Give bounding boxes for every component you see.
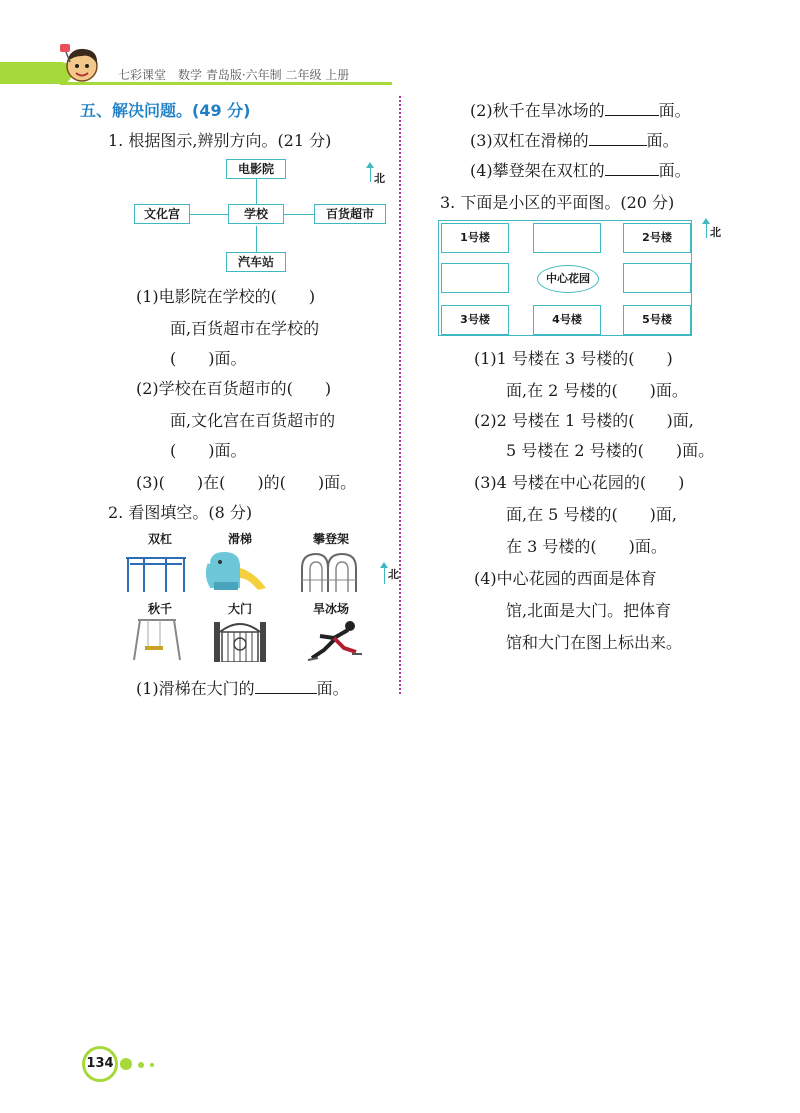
- q2-s3: [470, 128, 679, 151]
- label-gate: 大门: [227, 602, 252, 616]
- q3-s1-line1: (1)1 号楼在 3 号楼的( ): [474, 349, 673, 368]
- swing-icon: [130, 616, 184, 662]
- header-text: 七彩课堂 数学 青岛版·六年制 二年级 上册: [118, 68, 350, 82]
- box-cinema: 电影院: [226, 159, 286, 179]
- q2-title: 2. 看图填空。(8 分): [108, 503, 253, 522]
- q3-s4-line2: 馆,北面是大门。把体育: [506, 601, 672, 620]
- footer-dot-large: [120, 1058, 132, 1070]
- connector-bottom: [256, 226, 257, 252]
- q3-s4-line1: (4)中心花园的西面是体育: [474, 569, 657, 588]
- box-school: 学校: [228, 204, 284, 224]
- north-label-q3: 北: [710, 226, 721, 239]
- north-arrowhead-icon: [366, 162, 374, 168]
- q1-s2-line1: (2)学校在百货超市的( ): [136, 379, 332, 398]
- q3-s4-line3: 馆和大门在图上标出来。: [506, 633, 683, 652]
- box-bus-station: 汽车站: [226, 252, 286, 272]
- section-title: 五、解决问题。(49 分): [80, 101, 251, 120]
- north-arrow-q1: [370, 166, 371, 182]
- building-4: 4号楼: [533, 305, 601, 335]
- building-5: 5号楼: [623, 305, 691, 335]
- page-number: 134: [82, 1046, 118, 1082]
- climbing-frame-icon: [298, 550, 362, 594]
- q2-s4-suffix: 面。: [658, 161, 691, 180]
- parallel-bars-icon: [122, 550, 190, 594]
- label-roller-rink: 旱冰场: [312, 602, 349, 616]
- direction-diagram: [130, 156, 390, 276]
- q2-s1-blank[interactable]: [255, 679, 317, 694]
- q2-s1-prefix: (1)滑梯在大门的: [136, 679, 255, 698]
- q2-s2-suffix: 面。: [658, 101, 691, 120]
- mascot-icon: [58, 40, 104, 86]
- north-arrow-q2: [384, 566, 385, 584]
- q2-s4: [470, 158, 691, 181]
- building-1: 1号楼: [441, 223, 509, 253]
- q3-s3-line3: 在 3 号楼的( )面。: [506, 537, 667, 556]
- q2-s4-blank[interactable]: [605, 161, 659, 176]
- plan-cell-middle-right: [623, 263, 691, 293]
- gate-icon: [212, 614, 268, 662]
- north-label-q2: 北: [388, 568, 399, 581]
- building-2: 2号楼: [623, 223, 691, 253]
- label-parallel-bars: 双杠: [147, 532, 172, 546]
- north-label-q1: 北: [374, 172, 385, 185]
- box-culture-palace: 文化宫: [134, 204, 190, 224]
- q1-title: 1. 根据图示,辨别方向。(21 分): [108, 131, 332, 150]
- q3-s2-line1: (2)2 号楼在 1 号楼的( )面,: [474, 411, 694, 430]
- q3-s3-line1: (3)4 号楼在中心花园的( ): [474, 473, 685, 492]
- connector-left: [188, 214, 228, 215]
- q1-s2-line2: 面,文化宫在百货超市的: [170, 411, 336, 430]
- north-arrow-q3: [706, 222, 707, 238]
- q2-s1-suffix: 面。: [316, 679, 349, 698]
- plan-cell-top-middle: [533, 223, 601, 253]
- label-climbing-frame: 攀登架: [312, 532, 349, 546]
- q3-s2-line2: 5 号楼在 2 号楼的( )面。: [506, 441, 715, 460]
- q2-s3-blank[interactable]: [589, 131, 647, 146]
- label-swing: 秋千: [147, 602, 172, 616]
- connector-top: [256, 178, 257, 204]
- q1-s1-line1: (1)电影院在学校的( ): [136, 287, 316, 306]
- footer-dot-medium: [138, 1062, 144, 1068]
- label-slide: 滑梯: [227, 532, 252, 546]
- q3-title: 3. 下面是小区的平面图。(20 分): [440, 193, 675, 212]
- connector-right: [284, 214, 314, 215]
- central-garden: 中心花园: [537, 265, 599, 293]
- q2-s1: [136, 676, 349, 699]
- north-arrowhead-icon: [380, 562, 388, 568]
- q1-s2-line3: ( )面。: [170, 441, 247, 460]
- q2-s3-prefix: (3)双杠在滑梯的: [470, 131, 589, 150]
- q2-s2-prefix: (2)秋千在旱冰场的: [470, 101, 605, 120]
- plan-cell-middle-left: [441, 263, 509, 293]
- q1-s1-line3: ( )面。: [170, 349, 247, 368]
- box-department-store: 百货超市: [314, 204, 386, 224]
- q2-s3-suffix: 面。: [646, 131, 679, 150]
- community-plan: [438, 220, 692, 336]
- footer-dot-small: [150, 1063, 154, 1067]
- q1-s3-line1: (3)( )在( )的( )面。: [136, 473, 357, 492]
- q2-s2-blank[interactable]: [605, 101, 659, 116]
- column-divider: [399, 96, 401, 694]
- elephant-slide-icon: [206, 548, 270, 592]
- north-arrowhead-icon: [702, 218, 710, 224]
- q3-s3-line2: 面,在 5 号楼的( )面,: [506, 505, 678, 524]
- building-3: 3号楼: [441, 305, 509, 335]
- q1-s1-line2: 面,百货超市在学校的: [170, 319, 320, 338]
- q2-s4-prefix: (4)攀登架在双杠的: [470, 161, 605, 180]
- q2-s2: [470, 98, 691, 121]
- q3-s1-line2: 面,在 2 号楼的( )面。: [506, 381, 688, 400]
- skater-icon: [304, 618, 368, 662]
